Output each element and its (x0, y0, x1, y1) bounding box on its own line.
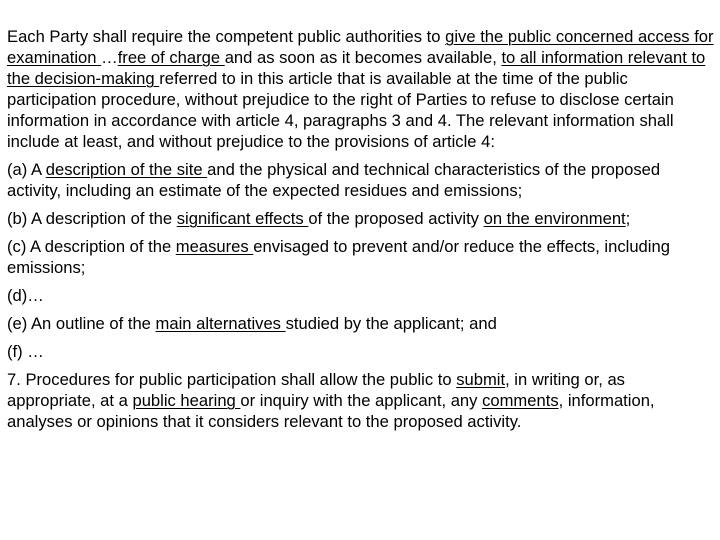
underlined-phrase: main alternatives (155, 314, 286, 333)
paragraph (7, 369, 715, 432)
text-segment: (b) A description of the (7, 209, 177, 228)
text-segment: or inquiry with the applicant, any (240, 391, 483, 410)
text-segment: and as soon as it becomes available, (224, 48, 502, 67)
underlined-phrase: to all information relevant to the decision-making (7, 48, 706, 88)
text-segment: ; (625, 209, 631, 228)
paragraph (7, 285, 715, 306)
text-segment: and the physical and technical characteristics of the proposed activity, including an estimate of the expected residues and emissions; (7, 160, 661, 200)
text-segment: (f) … (7, 342, 44, 361)
underlined-phrase: give the public concerned access for examination (7, 27, 714, 67)
paragraph (7, 159, 715, 201)
underlined-phrase: comments (482, 391, 559, 410)
underlined-phrase: measures (175, 237, 254, 256)
underlined-phrase: significant effects (176, 209, 309, 228)
text-segment: (c) A description of the (7, 237, 176, 256)
text-segment: Each Party shall require the competent public authorities to (7, 27, 446, 46)
paragraph (7, 313, 715, 334)
paragraph (7, 236, 715, 278)
text-segment: studied by the applicant; and (285, 314, 497, 333)
underlined-phrase: submit (456, 370, 506, 389)
text-segment: (d)… (7, 286, 44, 305)
document-body (7, 26, 715, 439)
underlined-phrase: description of the site (45, 160, 208, 179)
text-segment: 7. Procedures for public participation shall allow the public to (7, 370, 457, 389)
paragraph (7, 208, 715, 229)
paragraph (7, 26, 715, 152)
underlined-phrase: free of charge (117, 48, 225, 67)
paragraph (7, 341, 715, 362)
text-segment: , information, analyses or opinions that it considers relevant to the proposed activity. (7, 391, 655, 431)
underlined-phrase: on the environment (483, 209, 626, 228)
text-segment: , in writing or, as appropriate, at a (7, 370, 625, 410)
text-segment: (a) A (7, 160, 46, 179)
text-segment: (e) An outline of the (7, 314, 156, 333)
text-segment: referred to in this article that is available at the time of the public participation procedure, without prejudice to the right of Parties to refuse to disclose certain information in accordance with article 4, paragraphs 3 and 4. The relevant information shall include at least, and without prejudice to the provisions of article 4: (7, 69, 674, 151)
text-segment: envisaged to prevent and/or reduce the effects, including emissions; (7, 237, 670, 277)
underlined-phrase: public hearing (132, 391, 241, 410)
text-segment: … (101, 48, 118, 67)
text-segment: of the proposed activity (308, 209, 484, 228)
